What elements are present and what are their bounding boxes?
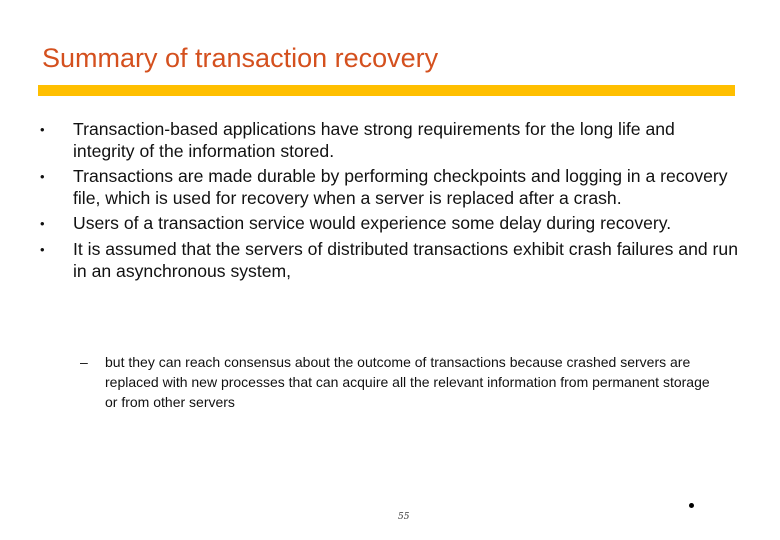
title-underline-bar	[38, 85, 735, 96]
bullet-item-1	[38, 119, 738, 162]
bullet-item-4	[38, 239, 738, 282]
sub-bullet-list	[80, 352, 720, 412]
bullet-item-3	[38, 213, 738, 235]
bullet-item-2	[38, 166, 738, 209]
bullet-dot-icon: •	[40, 122, 45, 137]
page-number: 55	[398, 512, 410, 522]
bullet-dot-icon: •	[40, 216, 45, 232]
bullet-list	[38, 119, 738, 286]
slide-title: Summary of transaction recovery	[42, 43, 439, 73]
sub-bullet-item-1	[80, 352, 720, 412]
sub-bullet-text: but they can reach consensus about the outcome of transactions because crashed servers are replaced with new processes that can acquire all the relevant information from permanent storage or from other servers	[105, 354, 710, 410]
decorative-dot-icon	[689, 503, 694, 508]
bullet-text: Transaction-based applications have strong requirements for the long life and integrity of the information stored.	[73, 119, 675, 161]
dash-icon: –	[80, 354, 88, 370]
bullet-dot-icon: •	[40, 169, 45, 185]
bullet-text: Users of a transaction service would experience some delay during recovery.	[73, 213, 672, 234]
bullet-text: It is assumed that the servers of distributed transactions exhibit crash failures and run in an asynchronous system,	[73, 238, 738, 281]
bullet-text: Transactions are made durable by performing checkpoints and logging in a recovery file, which is used for recovery when a server is replaced after a crash.	[73, 166, 728, 208]
bullet-dot-icon: •	[40, 241, 45, 257]
